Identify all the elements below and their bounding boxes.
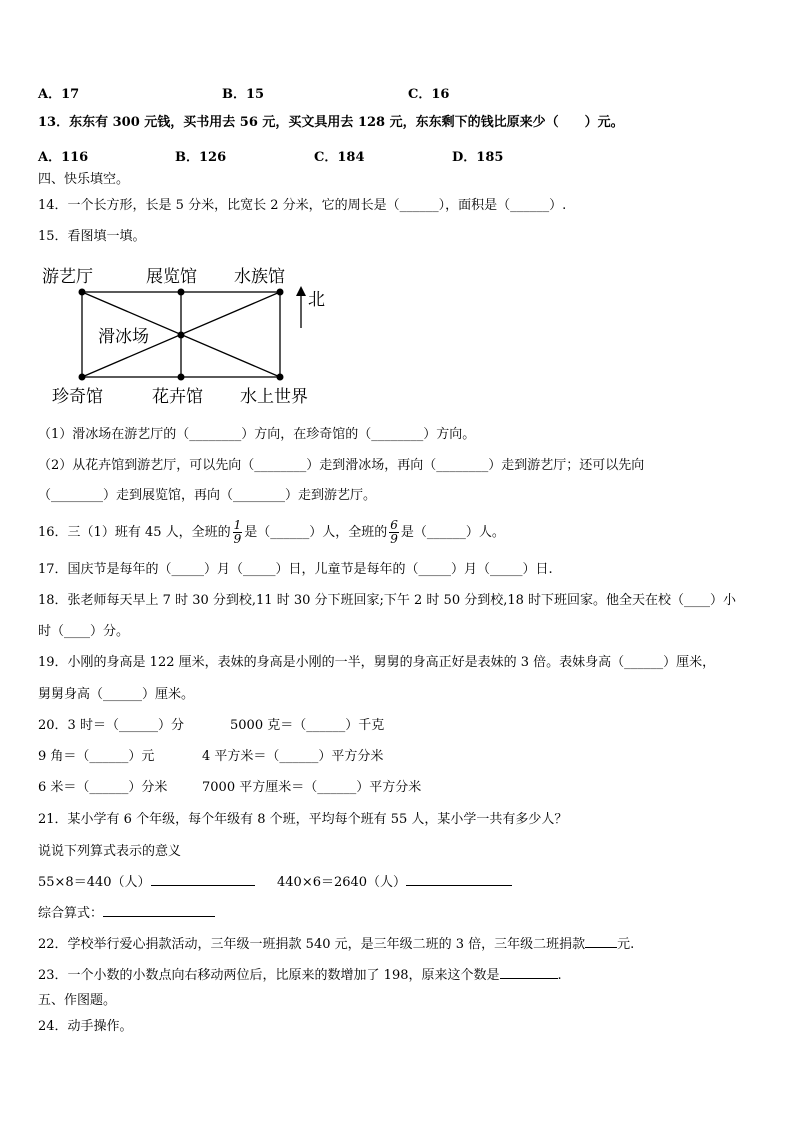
q16-text: 16．三（1）班有 45 人，全班的 $\frac{1}{9}$ 是（______）人，全班的 $\frac{6}{9}$ 是（______）人。 [38, 518, 505, 546]
node-bottom-mid [178, 374, 185, 381]
q15-title: 15．看图填一填。 [38, 229, 146, 244]
q12-option-a: A．17 [38, 87, 80, 102]
fraction-six-ninths: $\frac{6}{9}$ [390, 518, 398, 546]
q23-text: 23．一个小数的小数点向右移动两位后，比原来的数增加了 198，原来这个数是 . [38, 968, 562, 983]
direction-map [40, 258, 340, 410]
label-bottom-right: 水上世界 [240, 387, 308, 407]
q19-line2: 舅舅身高（______）厘米。 [38, 687, 195, 702]
node-top-mid [178, 289, 185, 296]
q19-line1: 19．小刚的身高是 122 厘米，表妹的身高是小刚的一半，舅舅的身高正好是表妹的 3 倍。表妹身高（______）厘米， [38, 655, 716, 670]
q14-text: 14．一个长方形，长是 5 分米，比宽长 2 分米，它的周长是（______），面积是（______）. [38, 198, 567, 213]
q20-row2-a: 9 角＝（______）元 [38, 749, 155, 764]
q22-text: 22．学校举行爱心捐款活动，三年级一班捐款 540 元，是三年级二班的 3 倍，三年级二班捐款 元. [38, 937, 635, 952]
node-top-right [277, 289, 284, 296]
q20-row3-a: 6 米＝（______）分米 [38, 780, 168, 795]
q21-eq2: 440×6＝2640（人） [277, 874, 512, 892]
label-top-left: 游艺厅 [42, 267, 93, 287]
label-north: 北 [308, 290, 325, 310]
q20-row3-b: 7000 平方厘米＝（______）平方分米 [202, 780, 422, 795]
q24-text: 24．动手操作。 [38, 1019, 133, 1034]
q13-option-d: D．185 [452, 150, 504, 165]
node-top-left [79, 289, 86, 296]
q13-option-a: A．116 [38, 150, 89, 165]
north-arrow-icon [296, 286, 306, 328]
label-bottom-left: 珍奇馆 [52, 387, 103, 407]
fraction-one-ninth: $\frac{1}{9}$ [233, 518, 242, 546]
node-bottom-right [277, 374, 284, 381]
q15-part2-line1: （2）从花卉馆到游艺厅，可以先向（________）走到滑冰场，再向（________）走到游艺厅；还可以先向 [38, 458, 645, 473]
label-top-right: 水族馆 [234, 267, 285, 287]
node-bottom-left [79, 374, 86, 381]
q20-row1-a: 20．3 时＝（______）分 [38, 718, 184, 733]
q13-option-b: B．126 [175, 150, 227, 165]
q17-text: 17．国庆节是每年的（_____）月（_____）日，儿童节是每年的（_____）月（_____）日. [38, 562, 553, 577]
q18-line1: 18．张老师每天早上 7 时 30 分到校,11 时 30 分下班回家;下午 2 时 50 分到校,18 时下班回家。他全天在校（____）小 [38, 593, 737, 608]
q13-text: 13．东东有 300 元钱，买书用去 56 元，买文具用去 128 元，东东剩下的钱比原来少（ ）元。 [38, 115, 624, 130]
q21-prompt: 说说下列算式表示的意义 [38, 844, 182, 859]
label-bottom-mid: 花卉馆 [152, 387, 203, 407]
q18-line2: 时（____）分。 [38, 624, 130, 639]
q12-option-c: C．16 [408, 87, 450, 102]
q12-option-b: B．15 [222, 87, 265, 102]
q21-eq1: 55×8＝440（人） [38, 874, 255, 892]
q21-combined: 综合算式： [38, 905, 215, 923]
q13-option-c: C．184 [314, 150, 365, 165]
q20-row2-b: 4 平方米＝（______）平方分米 [202, 749, 384, 764]
q21-text: 21．某小学有 6 个年级，每个年级有 8 个班，平均每个班有 55 人，某小学一共有多少人？ [38, 812, 568, 827]
node-center [178, 332, 185, 339]
label-center: 滑冰场 [98, 327, 149, 347]
label-top-mid: 展览馆 [146, 267, 197, 287]
section-4-heading: 四、快乐填空。 [38, 172, 130, 187]
section-5-heading: 五、作图题。 [38, 993, 117, 1008]
q20-row1-b: 5000 克＝（______）千克 [230, 718, 385, 733]
q15-part2-line2: （________）走到展览馆，再向（________）走到游艺厅。 [38, 488, 377, 503]
q15-part1: （1）滑冰场在游艺厅的（________）方向，在珍奇馆的（________）方向。 [38, 427, 476, 442]
